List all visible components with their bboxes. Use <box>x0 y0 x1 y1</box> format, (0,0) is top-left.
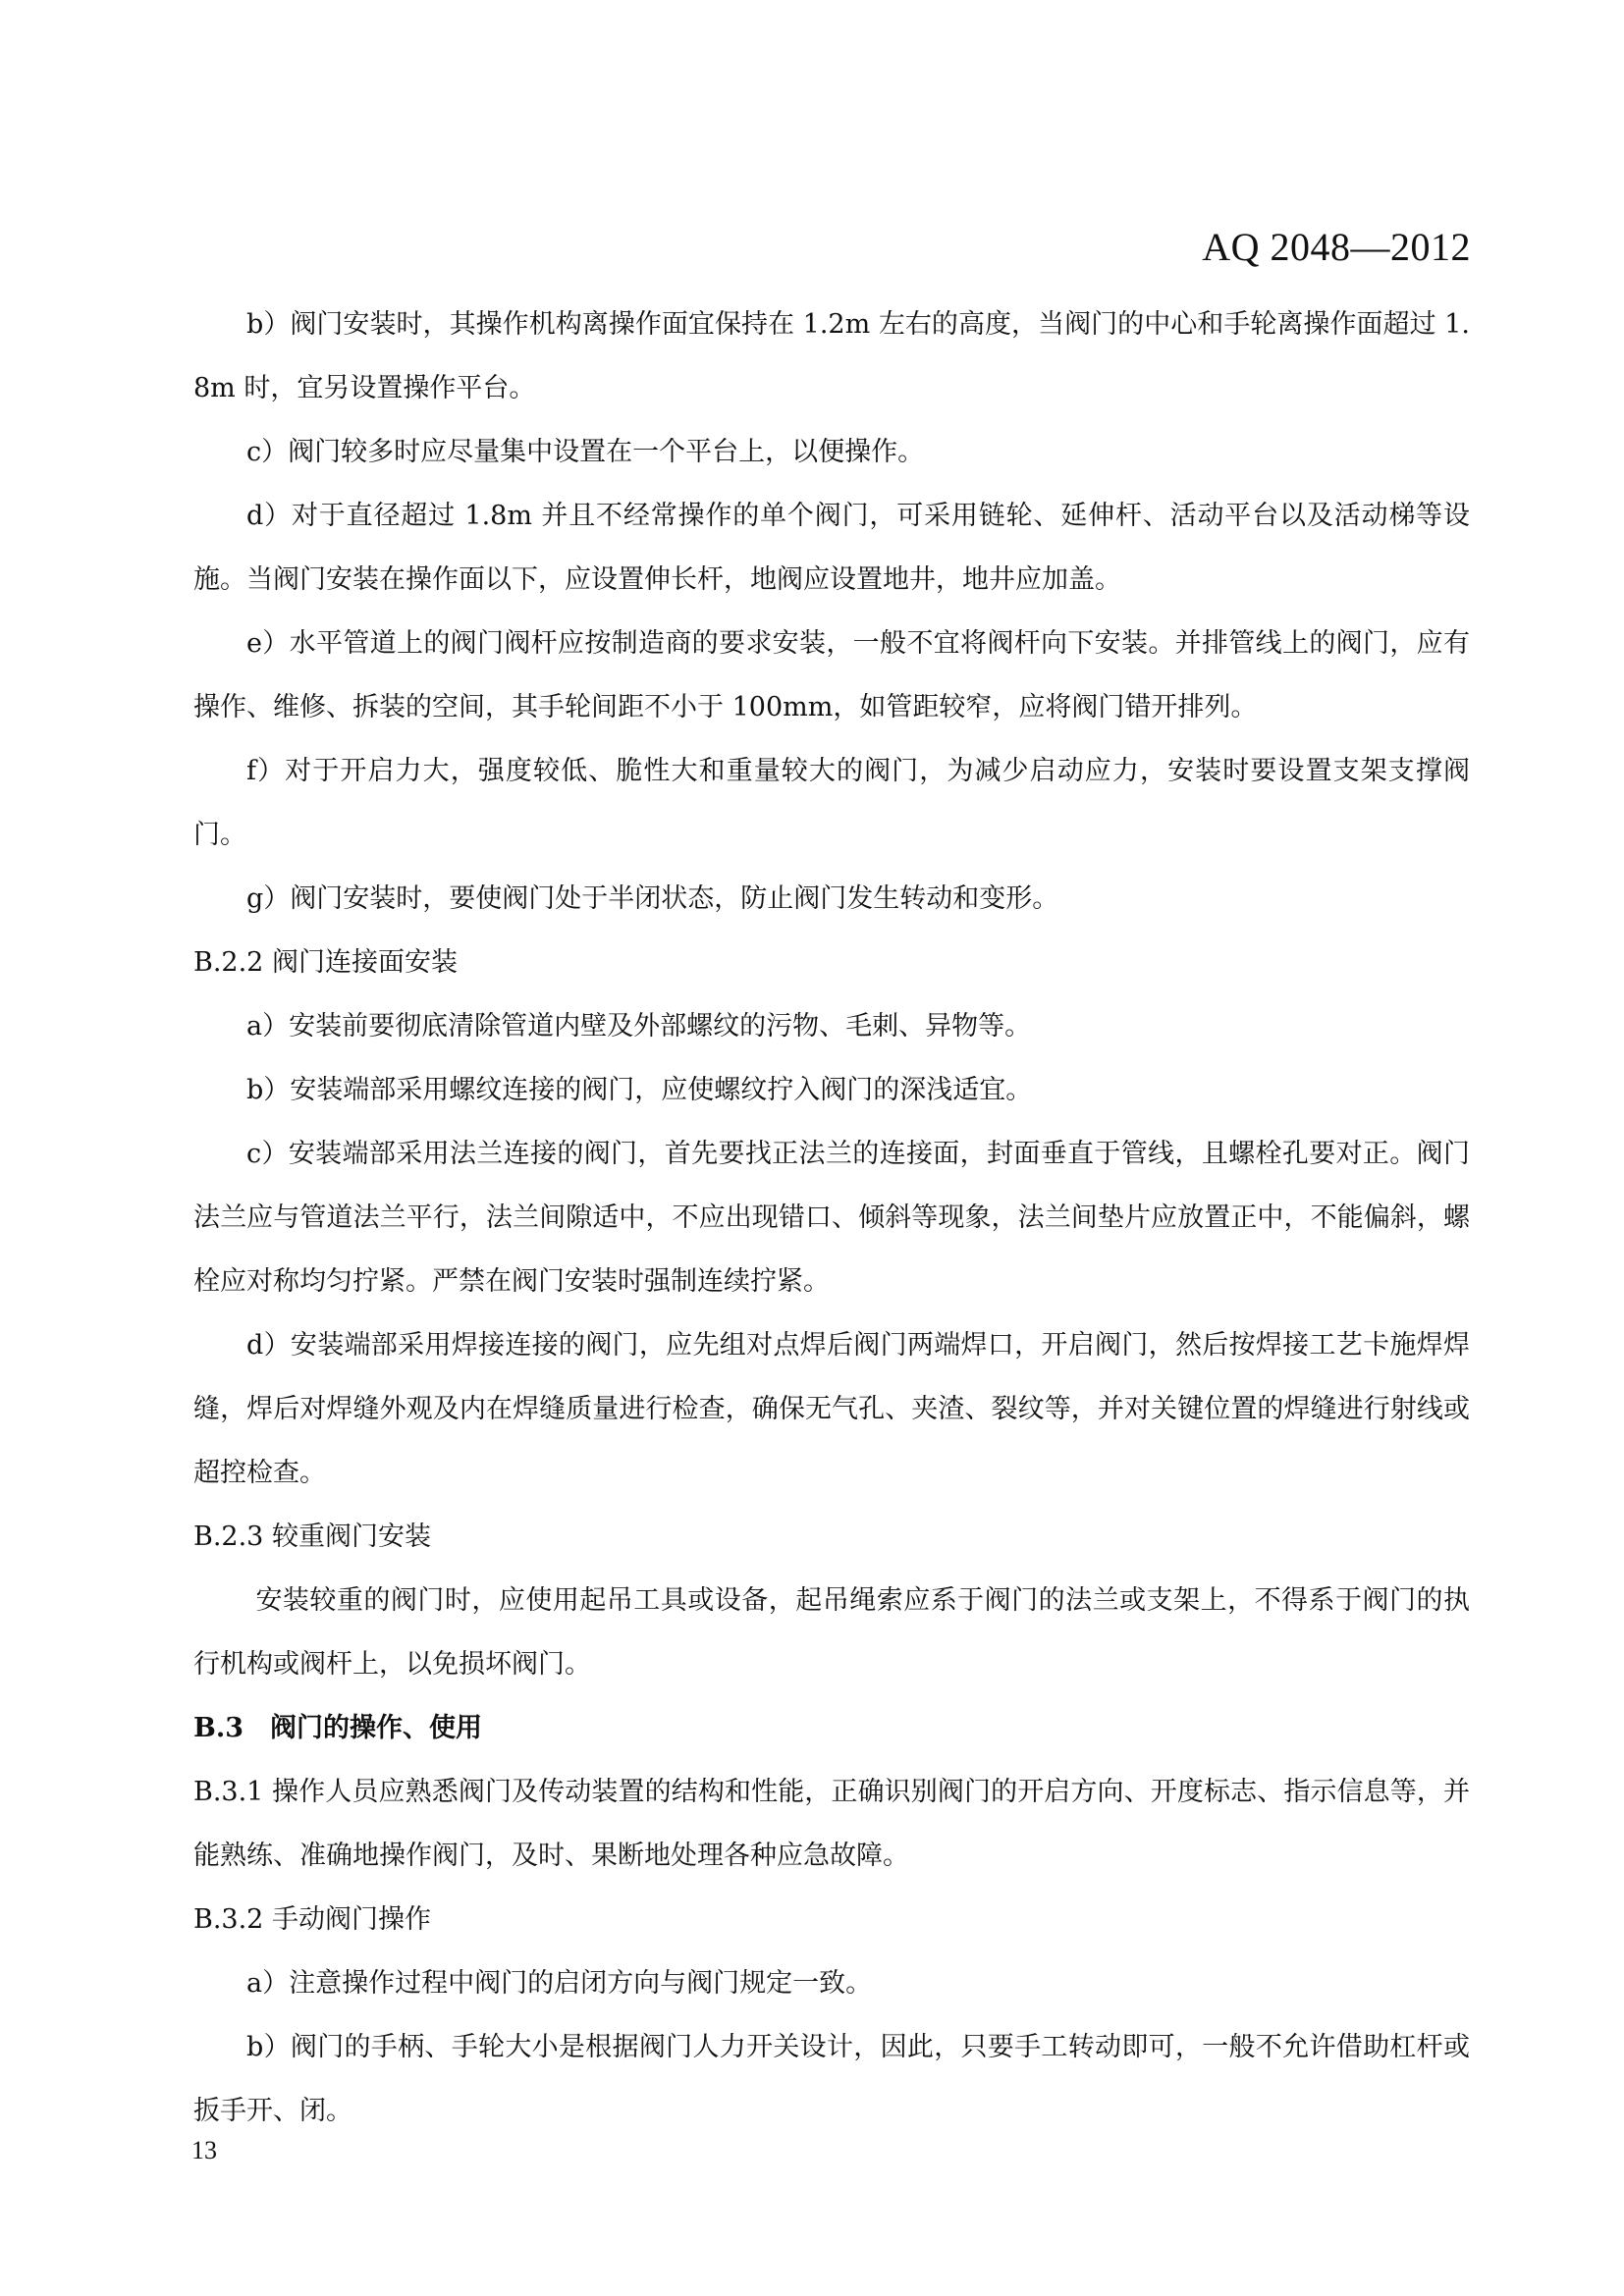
document-code: AQ 2048—2012 <box>1202 225 1471 269</box>
page-number: 13 <box>191 2136 217 2164</box>
paragraph-welded-connection: d）安装端部采用焊接连接的阀门，应先组对点焊后阀门两端焊口，开启阀门，然后按焊接工艺卡施焊焊缝，焊后对焊缝外观及内在焊缝质量进行检查，确保无气孔、夹渣、裂纹等，并对关键位置的焊缝进行射线或超控检查。 <box>193 1330 1470 1488</box>
paragraph-b-3-1-operator-knowledge: B.3.1 操作人员应熟悉阀门及传动装置的结构和性能，正确识别阀门的开启方向、开度标志、指示信息等，并能熟练、准确地操作阀门，及时、果断地处理各种应急故障。 <box>193 1777 1470 1871</box>
document-content <box>193 293 1470 2143</box>
paragraph-valve-operating-height: b）阀门安装时，其操作机构离操作面宜保持在 1.2m 左右的高度，当阀门的中心和手轮离操作面超过 1.8m 时，宜另设置操作平台。 <box>193 309 1470 403</box>
paragraph-manual-operation: b）阀门的手柄、手轮大小是根据阀门人力开关设计，因此，只要手工转动即可，一般不允许借助杠杆或扳手开、闭。 <box>193 2032 1470 2126</box>
paragraph-flanged-connection: c）安装端部采用法兰连接的阀门，首先要找正法兰的连接面，封面垂直于管线，且螺栓孔要对正。阀门法兰应与管道法兰平行，法兰间隙适中，不应出现错口、倾斜等现象，法兰间垫片应放置正中，不能偏斜，螺栓应对称均匀拧紧。严禁在阀门安装时强制连续拧紧。 <box>193 1139 1470 1297</box>
section-heading-b-3-2: B.3.2 手动阀门操作 <box>193 1904 431 1935</box>
paragraph-threaded-connection: b）安装端部采用螺纹连接的阀门，应使螺纹拧入阀门的深浅适宜。 <box>246 1075 1033 1105</box>
paragraph-centralized-platform: c）阀门较多时应尽量集中设置在一个平台上，以便操作。 <box>246 437 925 467</box>
paragraph-half-closed-installation: g）阀门安装时，要使阀门处于半闭状态，防止阀门发生转动和变形。 <box>246 883 1059 914</box>
paragraph-large-diameter-valve: d）对于直径超过 1.8m 并且不经常操作的单个阀门，可采用链轮、延伸杆、活动平台以及活动梯等设施。当阀门安装在操作面以下，应设置伸长杆，地阀应设置地井，地井应加盖。 <box>193 501 1470 595</box>
section-heading-b-2-2: B.2.2 阀门连接面安装 <box>193 947 458 978</box>
paragraph-horizontal-pipe-valve: e）水平管道上的阀门阀杆应按制造商的要求安装，一般不宜将阀杆向下安装。并排管线上的阀门，应有操作、维修、拆装的空间，其手轮间距不小于 100mm，如管距较窄，应将阀门错开排列。 <box>193 628 1470 722</box>
paragraph-clean-pipe: a）安装前要彻底清除管道内壁及外部螺纹的污物、毛刺、异物等。 <box>246 1011 1032 1041</box>
paragraph-heavy-valve-lifting: 安装较重的阀门时，应使用起吊工具或设备，起吊绳索应系于阀门的法兰或支架上，不得系于阀门的执行机构或阀杆上，以免损坏阀门。 <box>193 1585 1470 1680</box>
section-heading-b-3: B.3 阀门的操作、使用 <box>193 1713 483 1743</box>
paragraph-support-valve: f）对于开启力大，强度较低、脆性大和重量较大的阀门，为减少启动应力，安装时要设置支架支撑阀门。 <box>193 756 1470 850</box>
paragraph-open-close-direction: a）注意操作过程中阀门的启闭方向与阀门规定一致。 <box>246 1968 873 1999</box>
section-heading-b-2-3: B.2.3 较重阀门安装 <box>193 1522 431 1552</box>
